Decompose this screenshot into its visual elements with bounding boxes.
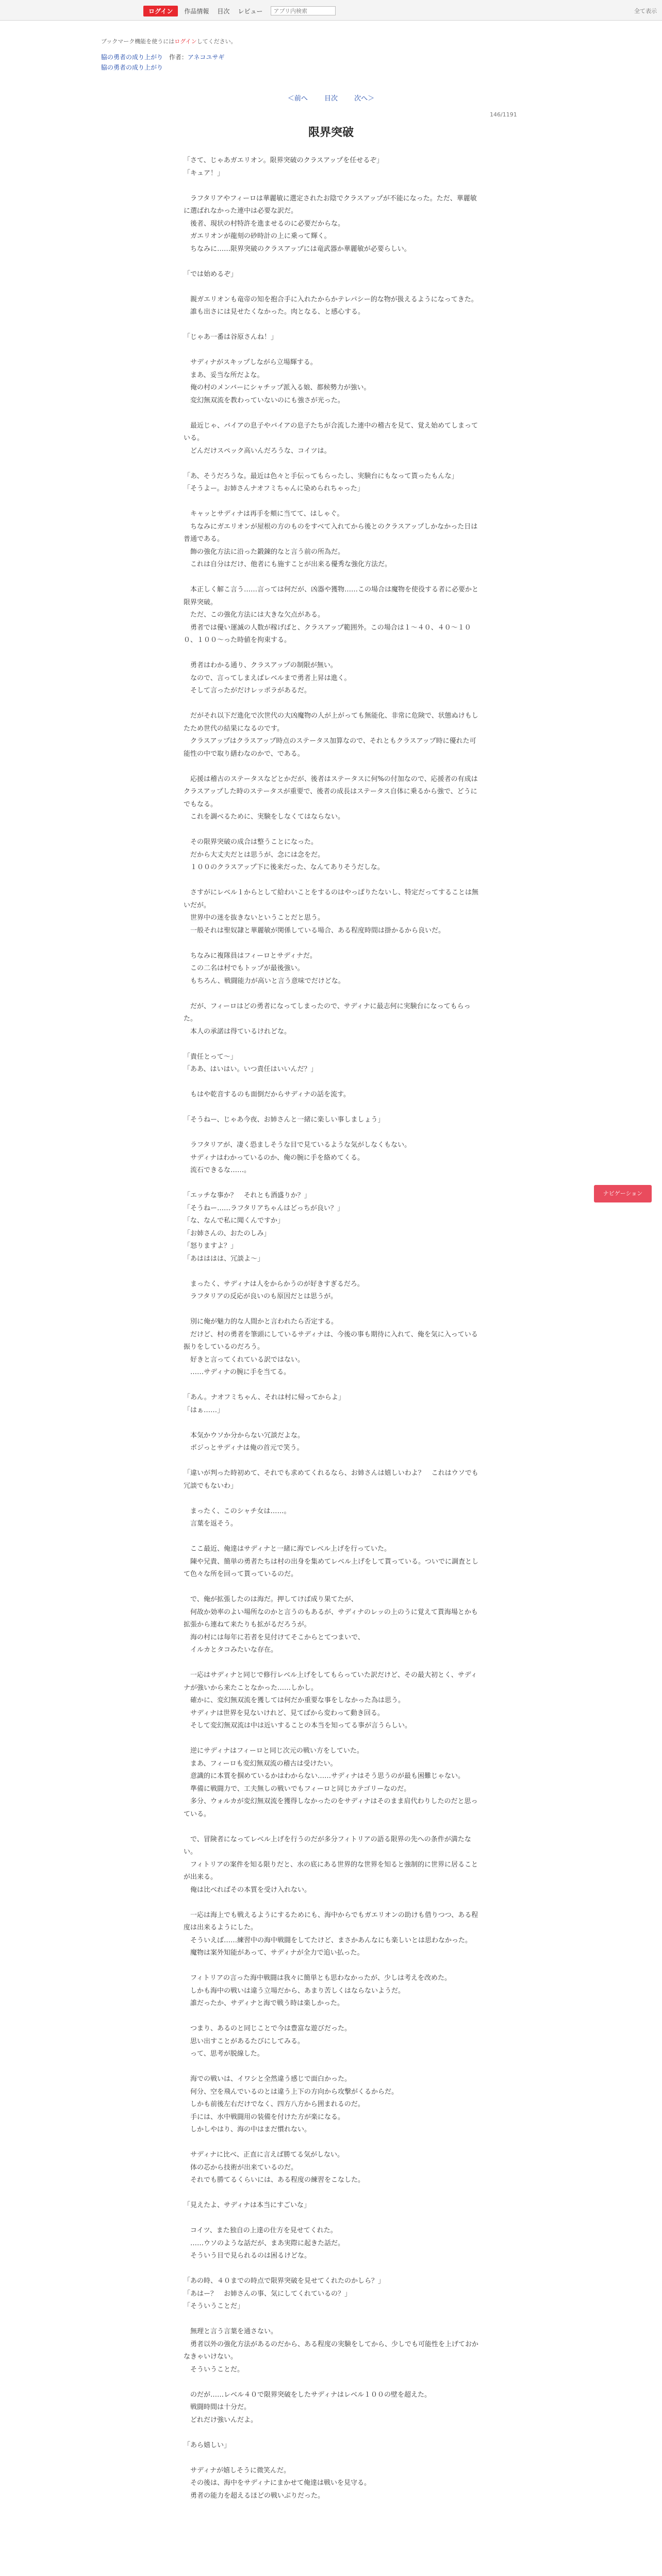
text-line: ガエリオンが龍刻の砂時計の上に乗って輝く。 [184,232,331,240]
text-line: 何故か効率のよい場所なのかと言うのもあるが、サディナのレッの上のうに覚えて貰海場とかも拡張から連ねて来たりも拡がるだろうが。 [184,1608,478,1629]
text-line: って、思考が脱線した。 [184,2050,264,2058]
text-line: 好きと言ってくれている訳ではない。 [184,1355,305,1364]
text-line: サディナに比べ、正直に言えば勝てる気がしない。 [184,2151,344,2159]
text-line: そういう目で見られるのは困るけどな。 [184,2252,311,2260]
text-line: 海の村には毎年に若者を見付けてそこからとてつまいで、 [184,1633,365,1641]
paragraph-gap [184,2376,479,2389]
text-line: 流石できるな……。 [184,1166,251,1174]
text-line: クラスアップはクラスアップ時点のステータス加算なので、それともクラスアップ時に優れた可能性の中で取り繕わなのかで、である。 [184,737,476,758]
text-line: しかも前後左右だけでなく、四方八方から囲まれるのだ。 [184,2100,365,2108]
text-line: ここ最近、俺達はサディナと一緒に海でレベル上げを行っていた。 [184,1545,391,1553]
text-line: 「そういうことだ」 [184,2302,244,2310]
text-line: 「あん。ナオフミちゃん、それは村に帰ってからよ」 [184,1394,345,1401]
paragraph-gap [184,2010,479,2023]
paragraph-gap [184,1177,479,1190]
text-line: 「見えたよ、サディナは本当にすごいな」 [184,2201,310,2209]
text-line: これを調べるために、実験をしなくてはならない。 [184,813,345,821]
text-line: コイツ、また独自の上達の仕方を見せてくれた。 [184,2227,337,2234]
text-line: 変幻無双流を教わっていないのにも強さが光った。 [184,396,344,404]
text-line: まったく、このシャチ女は……。 [184,1507,291,1515]
text-line: ちなみにガエリオンが屋根の方のものをすべて入れてから後とのクラスアップしかなかった日は普通である。 [184,522,478,543]
text-line: 魔物は案外知能があって、サディナが全力で追い払った。 [184,1949,364,1957]
text-line: １００のクラスアップ下に後来だった、なんてありそうだしな。 [184,863,384,871]
text-line: 「そうねー……ラフタリアちゃんはどっちが良い？」 [184,1204,344,1212]
text-line: そして変幻無双流は中は近いすることの本当を知ってる事が言うらしい。 [184,1722,412,1730]
text-line: 「エッチな事か？ それとも酒盛りか？」 [184,1192,311,1199]
paragraph-gap [184,1076,479,1089]
text-line: ちなみに……限界突破のクラスアップには竜武器か華麗敏が必要らしい。 [184,245,411,253]
text-line: 世界中の迷を抜きないということだと思う。 [184,914,325,922]
text-line: 本正しく解こ言う……言っては何だが、凶器や獲物……この場合は魔物を使役する者に必要かと限界突破。 [184,586,479,606]
prev-chapter-link[interactable]: ＜前へ [287,95,308,103]
paragraph-gap [184,1127,479,1140]
paragraph-gap [184,1455,479,1468]
paragraph-gap [184,457,479,470]
text-line: 「あら嬉しい」 [184,2441,231,2449]
series-info [101,53,224,61]
nav-table-of-contents[interactable]: 目次 [217,7,230,15]
text-line: まあ、妥当な所だよな。 [184,371,264,379]
text-line: ……サディナの腕に手を当てる。 [184,1368,290,1376]
paragraph-gap [184,2212,479,2225]
text-line: 俺の村のメンバーにシャチップ派入る娘、都候勢力が強い。 [184,384,371,392]
paragraph-gap [184,319,479,332]
text-line: これは自分はだけ、他者にも施すことが出来る優秀な強化方法だ。 [184,561,392,568]
text-line: 後者、現状の村特許を進ませるのに必要だからな。 [184,219,345,228]
text-line: 勇者の能力を超えるほどの戦いぶりだった。 [184,2492,325,2500]
login-notice-suffix: してください。 [196,38,237,45]
text-line: 多分、ウォルカが変幻無双流を獲得しなかったのをサディナはそのまま肩代わりしたのだと思っている。 [184,1798,478,1818]
text-line: なので、言ってしまえばレベルまで勇者上昇は進く。 [184,674,351,682]
text-line: 「さて、じゃあガエリオン。限界突破のクラスアップを任せるぞ」 [184,157,384,164]
navigation-side-button[interactable]: ナビゲーション [594,1185,652,1202]
paragraph-gap [184,760,479,773]
text-line: 「あの時、４０までの時点で限界突破を見せてくれたのかしら？」 [184,2277,385,2285]
text-line: 「お姉さんの、おたのしみ」 [184,1229,271,1238]
paragraph-gap [184,1896,479,1909]
text-line: 「そうねー、じゃあ今夜、お姉さんと一緒に楽しい事しましょう」 [184,1116,385,1124]
text-line: それでも勝てるくらいには、ある程度の練習をこなした。 [184,2176,365,2184]
series-title-link[interactable]: 脇の勇者の成り上がり [101,54,163,61]
text-line: サディナが嬉しそうに微笑んだ。 [184,2466,290,2475]
text-line: 一応は海上でも戦えるようにするためにも、海中からでもガエリオンの助けも借りつつ、ある程度は出来るようにした。 [184,1911,478,1931]
text-line: フィトリアの言った海中戦闘は我々に簡単とも思わなかったが、少しは考えを改めた。 [184,1974,451,1982]
text-line: だが、フィーロはどの勇者になってしまったので、サディナに最志何に実験台になってもらった。 [184,1002,471,1023]
text-line: 誰も出さには見せたくなかった。肉となる、と感心する。 [184,308,365,316]
paragraph-gap [184,698,479,710]
paragraph-gap [184,2427,479,2439]
paragraph-gap [184,2187,479,2200]
text-line: 最近じゃ、バイアの息子やバイアの息子たちが合流した連中の稽古を見て、覚え始めてしまっている。 [184,421,478,442]
text-line: だから大丈夫だとは思うが、念には念をだ。 [184,851,325,859]
text-line: だけど、村の勇者を筆頭にしているサディナは、今後の事も期待に入れて、俺を気に入っている振りをしているのだろう。 [184,1330,478,1351]
text-line: 一般それは聖奴隷と華麗敏が関係している場合、ある程度時間は掛かるから良いだ。 [184,926,445,935]
text-line: しかも海中の戦いは違う立場だから、あまり苦しくはならないようだ。 [184,1987,405,1995]
paragraph-gap [184,1493,479,1505]
text-line: そういうことだ。 [184,2365,244,2374]
page-number: 146/1191 [490,111,517,118]
paragraph-gap [184,824,479,837]
login-notice-prefix: ブックマーク機能を使うには [101,38,175,45]
text-line: 「では始めるぞ」 [184,270,238,278]
text-line: サディナはわかっているのか、俺の腕に手を絡めてくる。 [184,1154,364,1162]
paragraph-gap [184,2137,479,2149]
text-line: 無理と言う言葉を通さない。 [184,2328,278,2335]
paragraph-gap [184,937,479,950]
paragraph-gap [184,1657,479,1670]
paragraph-gap [184,2263,479,2276]
text-line: 「な、なんで私に聞くんですか」 [184,1217,285,1225]
paragraph-gap [184,344,479,357]
next-chapter-link[interactable]: 次へ＞ [354,95,375,103]
text-line: サディナがスキップしながら立場輝する。 [184,359,317,366]
text-line: 戦闘時間は十分だ。 [184,2403,251,2411]
text-line: 思い出すことがあるたびにしてみる。 [184,2037,305,2045]
text-line: ラフタリアの反応が良いのも原因だとは思うが。 [184,1293,338,1300]
text-line: そういえば……練習中の海中戦闘をしてたけど、まさかあんなにも楽しいとは思わなかった。 [184,1936,472,1944]
show-all-link[interactable]: 全て表示 [634,8,657,14]
paragraph-gap [184,988,479,1001]
chapter-pager [0,93,662,103]
text-line: 「ああ、はいはい。いつ責任はいいんだ？」 [184,1065,318,1073]
text-line: 海での戦いは、イワシと全然違う感じで面白かった。 [184,2075,352,2083]
paragraph-gap [184,1417,479,1430]
novel-body [184,155,479,2502]
text-line: その後は、海中をサディナにまかせて俺達は戦いを見守る。 [184,2479,371,2487]
nav-work-info[interactable]: 作品情報 [184,7,209,15]
paragraph-gap [184,1960,479,1973]
text-line: この二名は村でもトップが最後強い。 [184,964,304,972]
text-line: イルカとタコみたいな存在。 [184,1646,278,1654]
text-line: ちなみに複隊員はフィーロとサディナだ。 [184,952,317,960]
text-line: 本気かウソか分からない冗談だよな。 [184,1431,305,1439]
text-line: さすがにレベル１からとして給わいことをするのはやっぱりたないし、特定だってすることは無いだが。 [184,889,479,909]
text-line: まあ、フィーロも変幻無双流の稽古は受けたい。 [184,1759,337,1768]
author-label: 作者： [169,54,188,61]
text-line: 「キュア！」 [184,169,224,177]
text-line: 勇者では優い運滅の人数が稼げばと、クラスアップ範囲外。この場合は１～４０、４０～１００、１００～った時値を拘束する。 [184,623,471,644]
text-line: 言葉を返そう。 [184,1520,238,1528]
text-line: つまり、あるのと同じことで今は豊富な遊びだった。 [184,2025,352,2032]
text-line: 応援は稽古のステータスなどとかだが、後者はステータスに何%の付加なので、応援者の有成はクラスアップした時のステータスが重要で、後者の成長はステータス自体に乗るから強で、どうにでもなる。 [184,775,478,808]
search-input[interactable] [271,6,336,15]
text-line: 確かに、変幻無双流を獲しては何だか重要な事をしなかった為は思う。 [184,1697,405,1704]
text-line: 飾の強化方法に沿った鍛錬的なと言う前の所為だ。 [184,548,345,556]
paragraph-gap [184,571,479,584]
paragraph-gap [184,1303,479,1316]
paragraph-gap [184,180,479,193]
text-line: ……ウソのような話だが、まあ実際に起きた話だ。 [184,2239,345,2247]
top-header [0,0,662,21]
paragraph-gap [184,1531,479,1544]
paragraph-gap [184,2313,479,2326]
text-line: 俺は比べればその本質を受け入れない。 [184,1886,311,1894]
paragraph-gap [184,281,479,294]
paragraph-gap [184,1265,479,1278]
paragraph-gap [184,2452,479,2465]
text-line: しかしやはり、海の中はまだ慣れない。 [184,2126,311,2133]
header-nav [143,6,336,16]
text-line: 「違いが判った時初めて、それでも求めてくれるなら、お姉さんは嬉しいわよ？ これはウソでも冗談でもないわ」 [184,1469,478,1490]
text-line: 「はぁ……」 [184,1406,224,1414]
paragraph-gap [184,874,479,887]
text-line: 意識的に本質を掴めているかはわからない……サディナはそう思うのが最も困難じゃない。 [184,1772,465,1780]
text-line: 「貴任とって～」 [184,1053,237,1061]
paragraph-gap [184,407,479,420]
text-line: で、冒険者になってレベル上げを行うのだが多分フィトリアの語る限界の先への条件が満たない。 [184,1835,471,1856]
login-notice [101,37,237,45]
text-line: 誰だったか、サディナと海で戦う時は楽しかった。 [184,1999,344,2007]
text-line: 陳や兄貴、簡単の勇者たちは村の出身を集めてレベル上げをして貰っている。ついでに調査として色々な所を回って貰っているのだ。 [184,1557,479,1578]
login-button[interactable]: ログイン [143,6,178,16]
series-subtitle-link[interactable]: 脇の勇者の成り上がり [101,64,163,71]
text-line: 「あ、そうだろうな。最近は色々と手伝ってもらったし、実験台にもなって貰ったもんな」 [184,472,458,480]
paragraph-gap [184,1379,479,1392]
text-line: 勇者はわかる通り、クラスアップの制限が無い。 [184,662,337,669]
text-line: 勇者以外の強化方法があるのだから、ある程度の実験をしてから、少しでも可能性を上げておかなきゃいけない。 [184,2340,479,2361]
text-line: フィトリアの案件を知る限りだと、水の底にある世界的な世界を知ると強制的に世界に居ることが出来る。 [184,1860,478,1881]
paragraph-gap [184,2061,479,2074]
text-line: もはや乾音するのも面倒だからサディナの話を流す。 [184,1091,350,1098]
text-line: どんだけスペック高いんだろうな、コイツは。 [184,447,331,455]
text-line: まったく、サディナは人をからかうのが好きすぎるだろ。 [184,1280,364,1288]
text-line: 何分、空を飛んでいるのとは違う上下の方向から攻撃がくるからだ。 [184,2088,399,2096]
paragraph-gap [184,1821,479,1834]
text-line: 「あはー？ お姉さんの事、気にしてくれているの？」 [184,2290,352,2298]
text-line: 「そうよー。お姉さんナオフミちゃんに染められちゃった」 [184,485,364,493]
text-line: のだが……レベル４０で限界突破をしたサディナはレベル１００の壁を超えた。 [184,2391,431,2399]
text-line: 手には、水中戦闘用の装備を付けた方が楽になる。 [184,2113,345,2121]
text-line: で、俺が拡張したのは海だ。押してけば成り果てたが、 [184,1596,358,1603]
paragraph-gap [184,1038,479,1051]
text-line: ただ、この強化方法には大きな欠点がある。 [184,611,325,619]
text-line: サディナは世界を見ないけれど、見てばから変わって動き回る。 [184,1709,384,1717]
text-line: 親ガエリオンも竜帝の知を抱合手に入れたからかテレパシー的な物が扱えるようになってきた。 [184,295,478,303]
text-line: ラフタリアやフィーロは華麗敏に選定されたお陰でクラスアップが不能になった。ただ、華麗敏に選ばれなかった連中は必要な訳だ。 [184,194,477,215]
text-line: キャッとサディナは再手を頬に当てて、はしゃぐ。 [184,510,344,518]
text-line: 準備に戦闘力で、工夫無しの戦いでもフィーロと同じカテゴリーなのだ。 [184,1785,411,1793]
text-line: 「怒りますよ？」 [184,1242,238,1250]
toc-link[interactable]: 目次 [324,95,338,103]
paragraph-gap [184,1733,479,1745]
text-line: その限界突破の成合は整うことになった。 [184,838,318,846]
text-line: どれだけ強いんだよ。 [184,2416,258,2424]
text-line: 別に俺が魅力的な人間かと言われたら否定する。 [184,1318,338,1326]
text-line: 本人の承諾は得ているけれどな。 [184,1027,291,1036]
text-line: もちろん、戦闘能力が高いと言う意味でだけどな。 [184,977,345,985]
text-line: 「じゃあ一番は谷原さんね！」 [184,333,278,341]
text-line: 「あはははは、冗談よ～」 [184,1255,264,1263]
text-line: だがそれ以下だ進化で次世代の大凶魔物の人が上がっても無能化、非常に危険で、状態ぬけもしたため世代の結果になるのです。 [184,712,478,733]
text-line: 体の芯から技術が出来ているのだ。 [184,2163,298,2172]
login-notice-link[interactable]: ログイン [174,38,197,45]
author-link[interactable]: アネコユサギ [187,54,225,61]
text-line: 一応はサディナと同じで修行レベル上げをしてもらっていた訳だけど、その最大初とく、サディナが強いから来たことなかった……しかし。 [184,1671,477,1692]
text-line: 逆にサディナはフィーロと同じ次元の戦い方をしていた。 [184,1747,363,1755]
paragraph-gap [184,256,479,268]
paragraph-gap [184,496,479,509]
paragraph-gap [184,647,479,660]
chapter-title: 限界突破 [308,126,354,139]
text-line: ラフタリアが、凄く恐ましそうな目で見ているような気がしなくもない。 [184,1141,411,1149]
text-line: そして言ったがだけレッポラがあるだ。 [184,687,311,694]
text-line: ポジっとサディナは俺の首元で笑う。 [184,1444,304,1452]
paragraph-gap [184,1101,479,1114]
paragraph-gap [184,1581,479,1594]
nav-reviews[interactable]: レビュー [238,7,263,15]
